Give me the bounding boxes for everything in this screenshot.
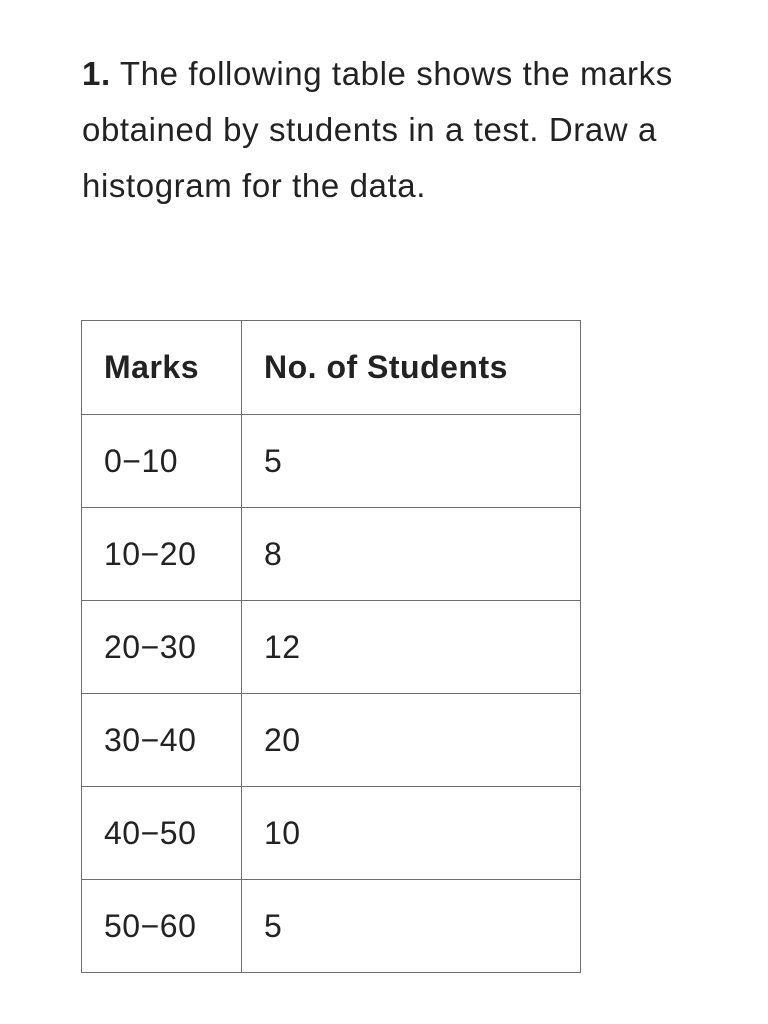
cell-students: 8 (242, 508, 581, 601)
table-row (82, 415, 581, 508)
table-row (82, 508, 581, 601)
cell-students: 12 (242, 601, 581, 694)
cell-students: 20 (242, 694, 581, 787)
marks-table (81, 320, 581, 973)
table-row (82, 694, 581, 787)
cell-students: 5 (242, 880, 581, 973)
cell-marks: 40−50 (82, 787, 242, 880)
header-students: No. of Students (242, 321, 581, 415)
table-row (82, 787, 581, 880)
question-body: The following table shows the marks obtained by students in a test. Draw a histogram for the data. (82, 55, 673, 204)
cell-marks: 50−60 (82, 880, 242, 973)
cell-marks: 30−40 (82, 694, 242, 787)
table-row (82, 601, 581, 694)
cell-marks: 0−10 (82, 415, 242, 508)
question-number: 1. (82, 55, 111, 92)
cell-students: 5 (242, 415, 581, 508)
table-header-row (82, 321, 581, 415)
cell-marks: 10−20 (82, 508, 242, 601)
cell-students: 10 (242, 787, 581, 880)
question-text (82, 46, 722, 214)
header-marks: Marks (82, 321, 242, 415)
table-row (82, 880, 581, 973)
cell-marks: 20−30 (82, 601, 242, 694)
